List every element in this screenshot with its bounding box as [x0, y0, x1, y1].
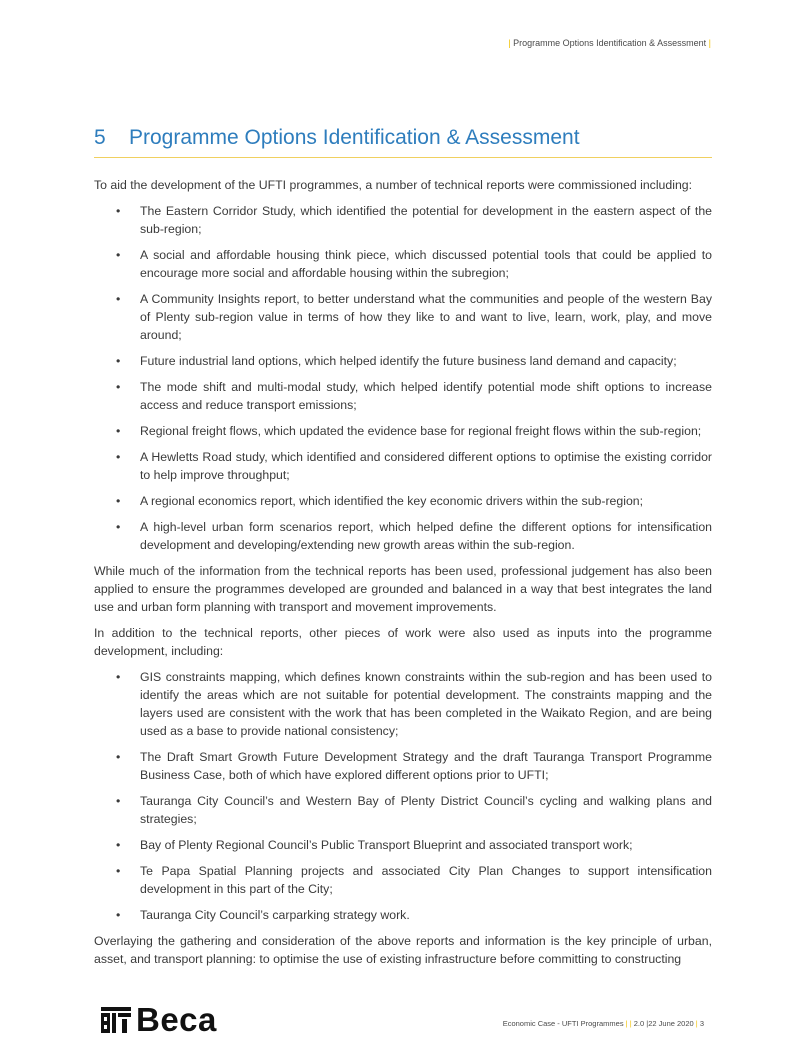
- running-header: | Programme Options Identification & Assessment |: [508, 38, 711, 48]
- beca-logo-icon: [101, 1005, 131, 1035]
- section-heading: [94, 126, 712, 158]
- footer-info: Economic Case - UFTI Programmes | | 2.0 |22 June 2020 | 3: [502, 1019, 704, 1028]
- list-item: • The Draft Smart Growth Future Development Strategy and the draft Tauranga Transport Programme Business Case, both of which have explored different options prior to UFTI;: [94, 748, 712, 784]
- list-item: • The Eastern Corridor Study, which identified the potential for development in the eastern aspect of the sub-region;: [94, 202, 712, 238]
- body-content: [94, 176, 712, 976]
- inputs-list: [94, 668, 712, 924]
- footer-date: 22 June 2020: [648, 1019, 694, 1028]
- beca-logo-text: Beca: [136, 1001, 217, 1038]
- section-title: Programme Options Identification & Assessment: [129, 126, 580, 149]
- list-item: • Tauranga City Council’s and Western Bay of Plenty District Council’s cycling and walking plans and strategies;: [94, 792, 712, 828]
- list-item: • Te Papa Spatial Planning projects and associated City Plan Changes to support intensification development in this part of the City;: [94, 862, 712, 898]
- list-item: • GIS constraints mapping, which defines known constraints within the sub-region and has been used to identify the areas which are not suitable for potential development. The constraints mapping and the layers used are consistent with the work that has been completed in the Waikato Region, and are being used as a base to provide national consistency;: [94, 668, 712, 740]
- list-item: • A social and affordable housing think piece, which discussed potential tools that could be applied to encourage more social and affordable housing within the subregion;: [94, 246, 712, 282]
- list-item: • Future industrial land options, which helped identify the future business land demand and capacity;: [94, 352, 712, 370]
- inputs-intro-paragraph: In addition to the technical reports, other pieces of work were also used as inputs into the programme development, including:: [94, 626, 712, 658]
- beca-logo: [101, 1003, 217, 1037]
- list-item: • A Community Insights report, to better understand what the communities and people of the western Bay of Plenty sub-region value in terms of how they like to and want to live, learn, work, play, and move around;: [94, 290, 712, 344]
- list-item: • A high-level urban form scenarios report, which helped define the different options for intensification development and developing/extending new growth areas within the sub-region.: [94, 518, 712, 554]
- list-item: • A regional economics report, which identified the key economic drivers within the sub-region;: [94, 492, 712, 510]
- list-item: • Bay of Plenty Regional Council’s Public Transport Blueprint and associated transport work;: [94, 836, 712, 854]
- intro-paragraph: To aid the development of the UFTI programmes, a number of technical reports were commissioned including:: [94, 178, 693, 192]
- page-number: 3: [699, 1019, 704, 1028]
- principle-paragraph: Overlaying the gathering and consideration of the above reports and information is the key principle of urban, asset, and transport planning: to optimise the use of existing infrastructure before committing to constructing: [94, 934, 712, 966]
- list-item: • The mode shift and multi-modal study, which helped identify potential mode shift options to increase access and reduce transport emissions;: [94, 378, 712, 414]
- judgement-paragraph: While much of the information from the technical reports has been used, professional judgement has also been applied to ensure the programmes developed are grounded and balanced in a way that best integrates the land use and urban form planning with transport and movement improvements.: [94, 564, 712, 614]
- list-item: • Regional freight flows, which updated the evidence base for regional freight flows within the sub-region;: [94, 422, 712, 440]
- list-item: • Tauranga City Council’s carparking strategy work.: [94, 906, 712, 924]
- footer-document: Economic Case - UFTI Programmes: [502, 1019, 624, 1028]
- list-item: • A Hewletts Road study, which identified and considered different options to optimise the existing corridor to help improve throughput;: [94, 448, 712, 484]
- footer-version: 2.0: [633, 1019, 645, 1028]
- reports-list: [94, 202, 712, 554]
- running-header-title: Programme Options Identification & Assessment: [513, 38, 707, 48]
- section-number: 5: [94, 126, 106, 149]
